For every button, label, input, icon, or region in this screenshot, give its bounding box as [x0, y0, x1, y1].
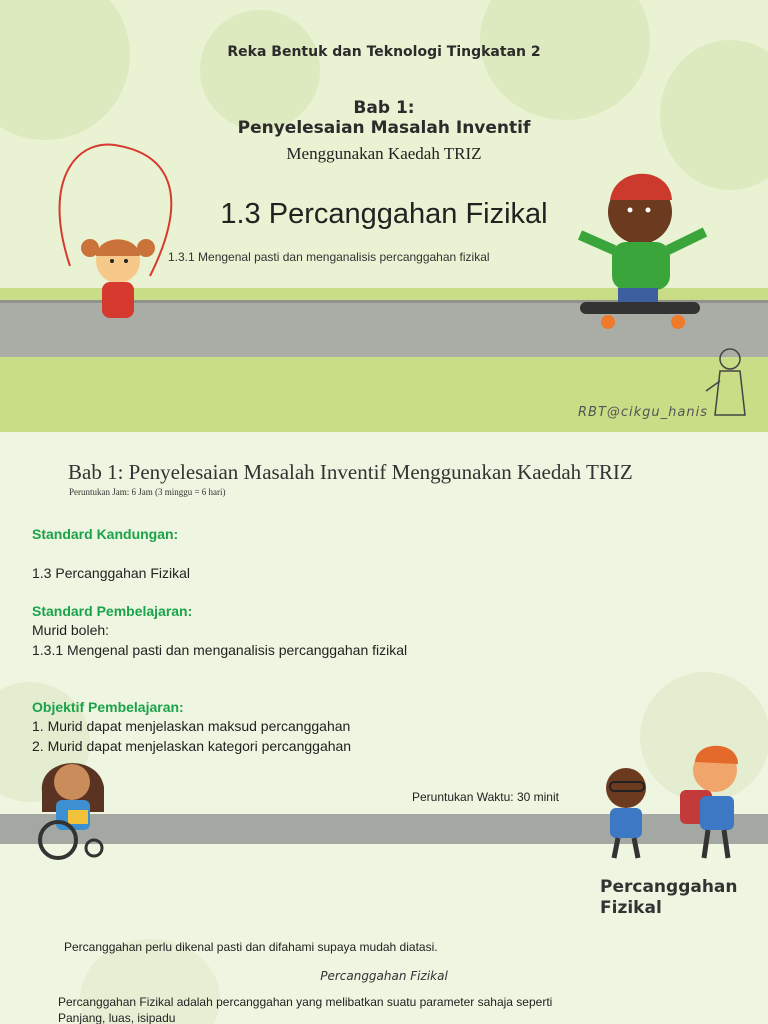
standard-pembelajaran-heading: Standard Pembelajaran: — [32, 603, 193, 619]
wheelchair-kid-illustration — [28, 752, 118, 862]
slide-heading — [600, 877, 738, 919]
method-title: Menggunakan Kaedah TRIZ — [286, 144, 482, 163]
definition-slide — [0, 869, 768, 1024]
topic-title: 1.3 Percanggahan Fizikal — [220, 198, 548, 230]
subject-title: Reka Bentuk dan Teknologi Tingkatan 2 — [227, 44, 541, 60]
objective-item: 2. Murid dapat menjelaskan kategori percanggahan — [32, 738, 352, 754]
skateboard-boy-illustration — [570, 160, 720, 335]
subtopic-text: 1.3.1 Mengenal pasti dan menganalisis percanggahan fizikal — [168, 250, 490, 264]
objective-item: 1. Murid dapat menjelaskan maksud percanggahan — [32, 718, 351, 734]
chapter-label: Bab 1: — [353, 98, 415, 118]
standard-kandungan-heading: Standard Kandungan: — [32, 526, 179, 542]
info-slide — [0, 432, 768, 869]
hours-text: Peruntukan Jam: 6 Jam (3 minggu = 6 hari) — [69, 487, 226, 497]
objektif-heading: Objektif Pembelajaran: — [32, 699, 184, 715]
subheading: Percanggahan Fizikal — [320, 969, 448, 983]
slide-heading-line2: Fizikal — [600, 898, 662, 918]
credit-text: RBT@cikgu_hanis — [578, 405, 709, 420]
definition-line1: Percanggahan Fizikal adalah percanggahan yang melibatkan suatu parameter sahaja seperti — [58, 995, 553, 1009]
students-illustration — [600, 740, 750, 869]
slide-heading-line1: Percanggahan — [600, 877, 738, 897]
standard-kandungan-text: 1.3 Percanggahan Fizikal — [32, 565, 190, 581]
slide-title: Bab 1: Penyelesaian Masalah Inventif Menggunakan Kaedah TRIZ — [68, 460, 633, 484]
chapter-title: Penyelesaian Masalah Inventif — [237, 118, 531, 138]
time-allocation-text: Peruntukan Waktu: 30 minit — [412, 790, 559, 804]
title-slide — [0, 0, 768, 432]
standard-pembelajaran-text: 1.3.1 Mengenal pasti dan menganalisis percanggahan fizikal — [32, 642, 408, 658]
jump-rope-girl-illustration — [40, 136, 200, 336]
definition-line2: Panjang, luas, isipadu — [58, 1011, 176, 1024]
standard-pembelajaran-intro: Murid boleh: — [32, 622, 110, 638]
intro-text: Percanggahan perlu dikenal pasti dan difahami supaya mudah diatasi. — [64, 940, 438, 954]
